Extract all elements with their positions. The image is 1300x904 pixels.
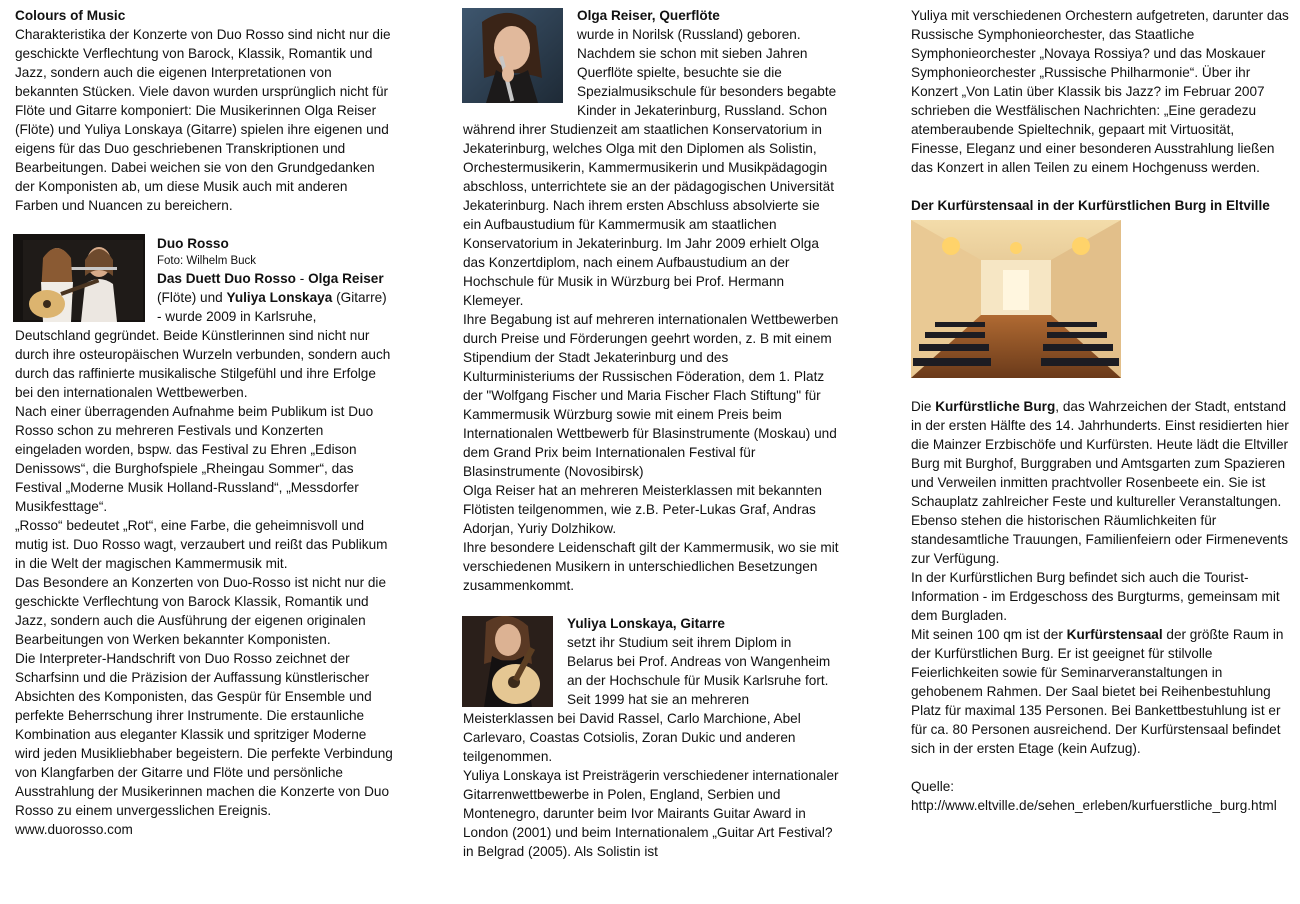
column-left <box>15 6 393 839</box>
saal-paragraph: der größte Raum in der Kurfürstlichen Burg. Er ist geeignet für stilvolle Feierlichkeiten sowie für Seminarveranstaltungen in gehobenem Rahmen. Der Saal bietet bei Reihenbestuhlung Platz für maximal 135 Personen. Bei Bankettbestuhlung ist er für ca. 80 Personen ausreichend. Der Kurfürstensaal befindet sich in der ersten Etage (kein Aufzug). <box>911 627 1284 756</box>
burg-paragraph: , das Wahrzeichen der Stadt, entstand in der ersten Hälfte des 14. Jahrhunderts. Einst residierten hier die Mainzer Erzbischöfe und Kurfürsten. Heute lädt die Eltviller Burg mit Burghof, Burggraben und Amtsgarten zum Spazieren und Verweilen inmitten prachtvoller Rosenbeete ein. Sie ist Schauplatz zahlreicher Feste und kultureller Veranstaltungen. Ebenso stehen die historischen Räumlichkeiten für standesamtliche Trauungen, Familienfeiern oder Firmenevents zur Verfügung. <box>911 399 1289 566</box>
saal-bold: Kurfürstensaal <box>1066 627 1163 642</box>
duo-rosso-photo <box>13 234 145 322</box>
source-url-link[interactable]: http://www.eltville.de/sehen_erleben/kurfuerstliche_burg.html <box>911 798 1277 813</box>
festivals-paragraph: Nach einer überragenden Aufnahme beim Publikum ist Duo Rosso schon zu mehreren Festivals und Konzerten eingeladen worden, bspw. das Festival zu Ehren „Edison Denissows“, die Burghofspiele „Rheingau Sommer“, das Festival „Moderne Musik Holland-Russland“, „Messdorfer Musikfesttage“. <box>15 404 374 514</box>
interpreter-paragraph: Die Interpreter-Handschrift von Duo Rosso zeichnet der Scharfsinn und die Präzision der Auffassung künstlerischer Absichten des Komponisten, das Gespür für Ensemble und perfekte Beherrschung ihrer Instrumente. Die erstaunliche Kombination aus eleganter Klassik und spritziger Moderne wird jeden Musikliebhaber begeistern. Die perfekte Verbindung von Klangfarben der Gitarre und Flöte und persönliche Ausstrahlung der Musikerinnen machen die Konzerte von Duo Rosso zu einem unvergesslichen Ereignis. <box>15 651 393 818</box>
name-yuliya-bold: Yuliya Lonskaya <box>226 290 333 305</box>
venue-heading: Der Kurfürstensaal in der Kurfürstlichen Burg in Eltville <box>911 198 1270 213</box>
olga-reiser-photo <box>462 8 563 103</box>
kurfuerstensaal-photo <box>911 220 1121 378</box>
photo-credit: Foto: Wilhelm Buck <box>157 255 257 267</box>
olga-reiser-title: Olga Reiser, Querflöte <box>577 8 720 23</box>
column-middle <box>463 6 841 861</box>
tourist-info-paragraph: In der Kurfürstlichen Burg befindet sich auch die Tourist-Information - im Erdgeschoss des Burgturms, gemeinsam mit dem Burgladen. <box>911 570 1280 623</box>
yuliya-awards-paragraph: Yuliya Lonskaya ist Preisträgerin verschiedener internationaler Gitarrenwettbewerbe in Polen, England, Serbien und Montenegro, darunter beim Ivor Mairants Guitar Award in London (2001) und beim Internationalem „Guitar Art Festival? in Belgrad (2005). Als Solistin ist <box>463 768 839 859</box>
olga-awards-paragraph: Ihre Begabung ist auf mehreren internationalen Wettbewerben durch Preise und Förderungen geehrt worden, z. B mit einem Stipendium der Stadt Jekaterinburg und des Kulturministeriums der Russischen Föderation, dem 1. Platz der "Wolfgang Fischer und Maria Fischer Flach Stiftung" für Kammermusik Würzburg sowie mit einem Preis beim Internationalen Wettbewerb für Blasinstrumente (Moskau) und dem Grand Prix beim Internationalen Festival für Blasinstrumente (Novosibirsk) <box>463 312 839 479</box>
duo-lead-rest: (Gitarre) - wurde 2009 in Karlsruhe, Deutschland gegründet. Beide Künstlerinnen sind nicht nur durch ihre osteuropäischen Wurzeln verbunden, sondern auch durch das raffinierte musikalische Stilgefühl und ihre Erfolge bei den internationalen Wettbewerben. <box>15 290 391 400</box>
intro-paragraph: Charakteristika der Konzerte von Duo Rosso sind nicht nur die geschickte Verflechtung von Barock, Klassik, Romantik und Jazz, sondern auch die eigenen Interpretationen von bekannten Stücken. Viele davon wurden ursprünglich nicht für Flöte und Gitarre komponiert: Die Musikerinnen Olga Reiser (Flöte) und Yuliya Lonskaya (Gitarre) spielen ihre eigenen und eigens für das Duo geschriebenen Transkriptionen und Bearbeitungen. Dabei weichen sie von den Grundgedanken der Komponisten ab, um diese Musik auch mit anderen Farben und Nuancen zu bereichern. <box>15 27 391 213</box>
duo-rosso-title: Duo Rosso <box>157 236 229 251</box>
yuliya-lonskaya-title: Yuliya Lonskaya, Gitarre <box>567 616 725 631</box>
column-right <box>911 6 1289 815</box>
concert-special-paragraph: Das Besondere an Konzerten von Duo-Rosso ist nicht nur die geschickte Verflechtung von Barock Klassik, Romantik und Jazz, sondern auch die Ausführung der eigenen originalen Bearbeitungen von Werken bekannter Komponisten. <box>15 575 387 647</box>
rosso-meaning-paragraph: „Rosso“ bedeutet „Rot“, eine Farbe, die geheimnisvoll und mutig ist. Duo Rosso wagt, verzaubert und reißt das Publikum in die Welt der magischen Kammermusik mit. <box>15 518 388 571</box>
name-olga-bold: Olga Reiser <box>308 271 384 286</box>
saal-prefix: Mit seinen 100 qm ist der <box>911 627 1067 642</box>
yuliya-lonskaya-photo <box>462 616 553 707</box>
yuliya-continued-paragraph: Yuliya mit verschiedenen Orchestern aufgetreten, darunter das Russische Symphonieorchester, das Staatliche Symphonieorchester „Novaya Rossiya? und das Moskauer Symphonieorchester „Russische Philharmonie“. Über ihr Konzert „Von Latin über Klassik bis Jazz? im Februar 2007 schrieben die Westfälischen Nachrichten: „Eine geradezu atemberaubende Spieltechnik, gepaart mit Virtuosität, Finesse, Eleganz und einer besonderen Ausstrahlung ließen das Konzert in allen Teilen zu einem Hochgenuss werden. <box>911 8 1289 175</box>
duo-lead-bold: Das Duett Duo Rosso <box>157 271 296 286</box>
olga-masterclass-paragraph: Olga Reiser hat an mehreren Meisterklassen mit bekannten Flötisten teilgenommen, wie z.B. Peter-Lukas Graf, Andras Adorjan, Yuriy Dolzhikow. <box>463 483 822 536</box>
olga-bio-paragraph: wurde in Norilsk (Russland) geboren. Nachdem sie schon mit sieben Jahren Querflöte spielte, besuchte sie die Spezialmusikschule für besonders begabte Kinder in Jekaterinburg, Russland. Schon während ihrer Studienzeit am staatlichen Konservatorium in Jekaterinburg, welches Olga mit den Diplomen als Solistin, Orchestermusikerin, Kammermusikerin und Musikpädagogin abschloss, unterrichtete sie an der pädagogischen Universität Jekaterinburg. Nach ihrem ersten Abschluss absolvierte sie ein Aufbaustudium für Kammermusik am staatlichen Konservatorium in Jekaterinburg. Im Jahr 2009 erhielt Olga das Konzertdiplom, nach einem Aufbaustudium an der Hochschule für Musik in Würzburg bei Prof. Hermann Klemeyer. <box>463 27 837 308</box>
burg-prefix: Die <box>911 399 936 414</box>
olga-chamber-paragraph: Ihre besondere Leidenschaft gilt der Kammermusik, wo sie mit verschiedenen Musikern in unterschiedlichen Besetzungen zusammenkommt. <box>463 540 839 593</box>
duo-lead-separator: - <box>295 271 309 286</box>
source-label: Quelle: <box>911 779 955 794</box>
duo-lead-instrument: (Flöte) und <box>157 290 227 305</box>
website-link[interactable]: www.duorosso.com <box>15 822 133 837</box>
heading-colours-of-music: Colours of Music <box>15 8 126 23</box>
burg-bold: Kurfürstliche Burg <box>935 399 1056 414</box>
yuliya-bio-paragraph: setzt ihr Studium seit ihrem Diplom in Belarus bei Prof. Andreas von Wangenheim an der Hochschule für Musik Karlsruhe fort. Seit 1999 hat sie an mehreren Meisterklassen bei David Rassel, Carlo Marchione, Abel Carlevaro, Coastas Cotsiolis, Zoran Dukic und anderen teilgenommen. <box>463 635 831 764</box>
